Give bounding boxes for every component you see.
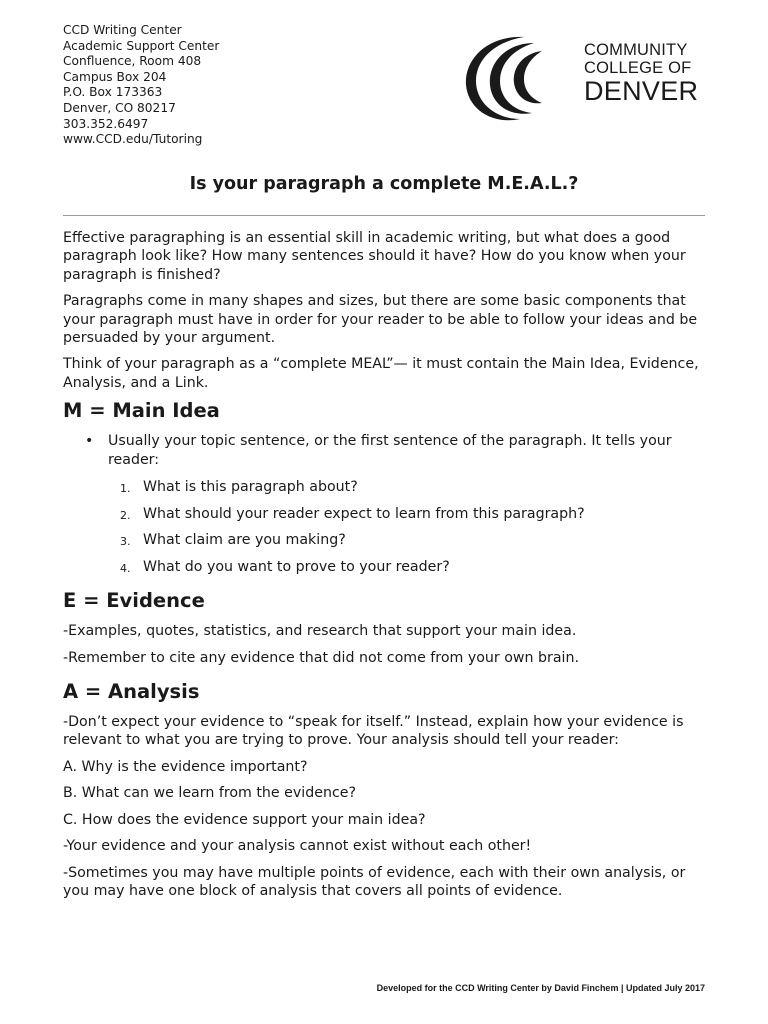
list-item (63, 531, 705, 549)
list-number: 4. (120, 561, 131, 575)
logo-line-denver: DENVER (584, 76, 699, 106)
main-idea-bullet (63, 432, 705, 469)
title-divider (63, 215, 705, 216)
analysis-line: B. What can we learn from the evidence? (63, 785, 356, 802)
list-item (63, 505, 705, 523)
bullet-text: Usually your topic sentence, or the first sentence of the paragraph. It tells your reader: (108, 433, 672, 468)
address-block (63, 23, 219, 148)
main-idea-question-list (63, 478, 705, 576)
heading-analysis: A = Analysis (63, 680, 200, 704)
document-body (63, 229, 705, 908)
list-item-text: What should your reader expect to learn from this paragraph? (143, 505, 585, 522)
list-number: 2. (120, 508, 131, 522)
evidence-line: -Examples, quotes, statistics, and research that support your main idea. (63, 623, 577, 640)
list-number: 3. (120, 535, 131, 549)
heading-evidence: E = Evidence (63, 589, 205, 613)
footer-credit: Developed for the CCD Writing Center by David Finchem | Updated July 2017 (376, 983, 705, 993)
list-item (63, 558, 705, 576)
list-item-text: What is this paragraph about? (143, 479, 358, 496)
analysis-line: -Sometimes you may have multiple points of evidence, each with their own analysis, or you may have one block of analysis that covers all points of evidence. (63, 864, 686, 899)
list-number: 1. (120, 482, 131, 496)
analysis-line: C. How does the evidence support your main idea? (63, 811, 426, 828)
intro-paragraph: Think of your paragraph as a “complete MEAL”— it must contain the Main Idea, Evidence, Analysis, and a Link. (63, 356, 699, 391)
intro-paragraph: Paragraphs come in many shapes and sizes, but there are some basic components that your paragraph must have in order for your reader to be able to follow your ideas and be persuaded by your argument. (63, 293, 698, 347)
analysis-line: -Don’t expect your evidence to “speak for itself.” Instead, explain how your evidence is relevant to what you are trying to prove. Your analysis should tell your reader: (63, 714, 684, 749)
analysis-line: -Your evidence and your analysis cannot exist without each other! (63, 838, 532, 855)
logo-line-college-of: COLLEGE OF (584, 59, 692, 77)
logo-line-community: COMMUNITY (584, 41, 688, 59)
address-line: P.O. Box 173363 (63, 85, 163, 100)
address-line: 303.352.6497 (63, 116, 149, 131)
list-item (63, 478, 705, 496)
college-logo (462, 33, 712, 123)
address-line: Academic Support Center (63, 38, 220, 53)
analysis-line: A. Why is the evidence important? (63, 758, 308, 775)
list-item-text: What claim are you making? (143, 532, 346, 549)
address-line: Confluence, Room 408 (63, 54, 202, 69)
intro-paragraph: Effective paragraphing is an essential skill in academic writing, but what does a good paragraph look like? How many sentences should it have? How do you know when your paragraph is finished? (63, 230, 686, 283)
page-title: Is your paragraph a complete M.E.A.L.? (189, 174, 579, 194)
evidence-line: -Remember to cite any evidence that did not come from your own brain. (63, 649, 580, 666)
list-item-text: What do you want to prove to your reader? (143, 558, 450, 575)
address-line: CCD Writing Center (63, 23, 182, 37)
address-line: Denver, CO 80217 (63, 100, 176, 115)
address-line: Campus Box 204 (63, 69, 167, 84)
crescent-logo-icon (462, 33, 582, 125)
address-url: www.CCD.edu/Tutoring (63, 132, 203, 147)
heading-main-idea: M = Main Idea (63, 399, 220, 423)
bullet-dot-icon: • (85, 433, 94, 450)
